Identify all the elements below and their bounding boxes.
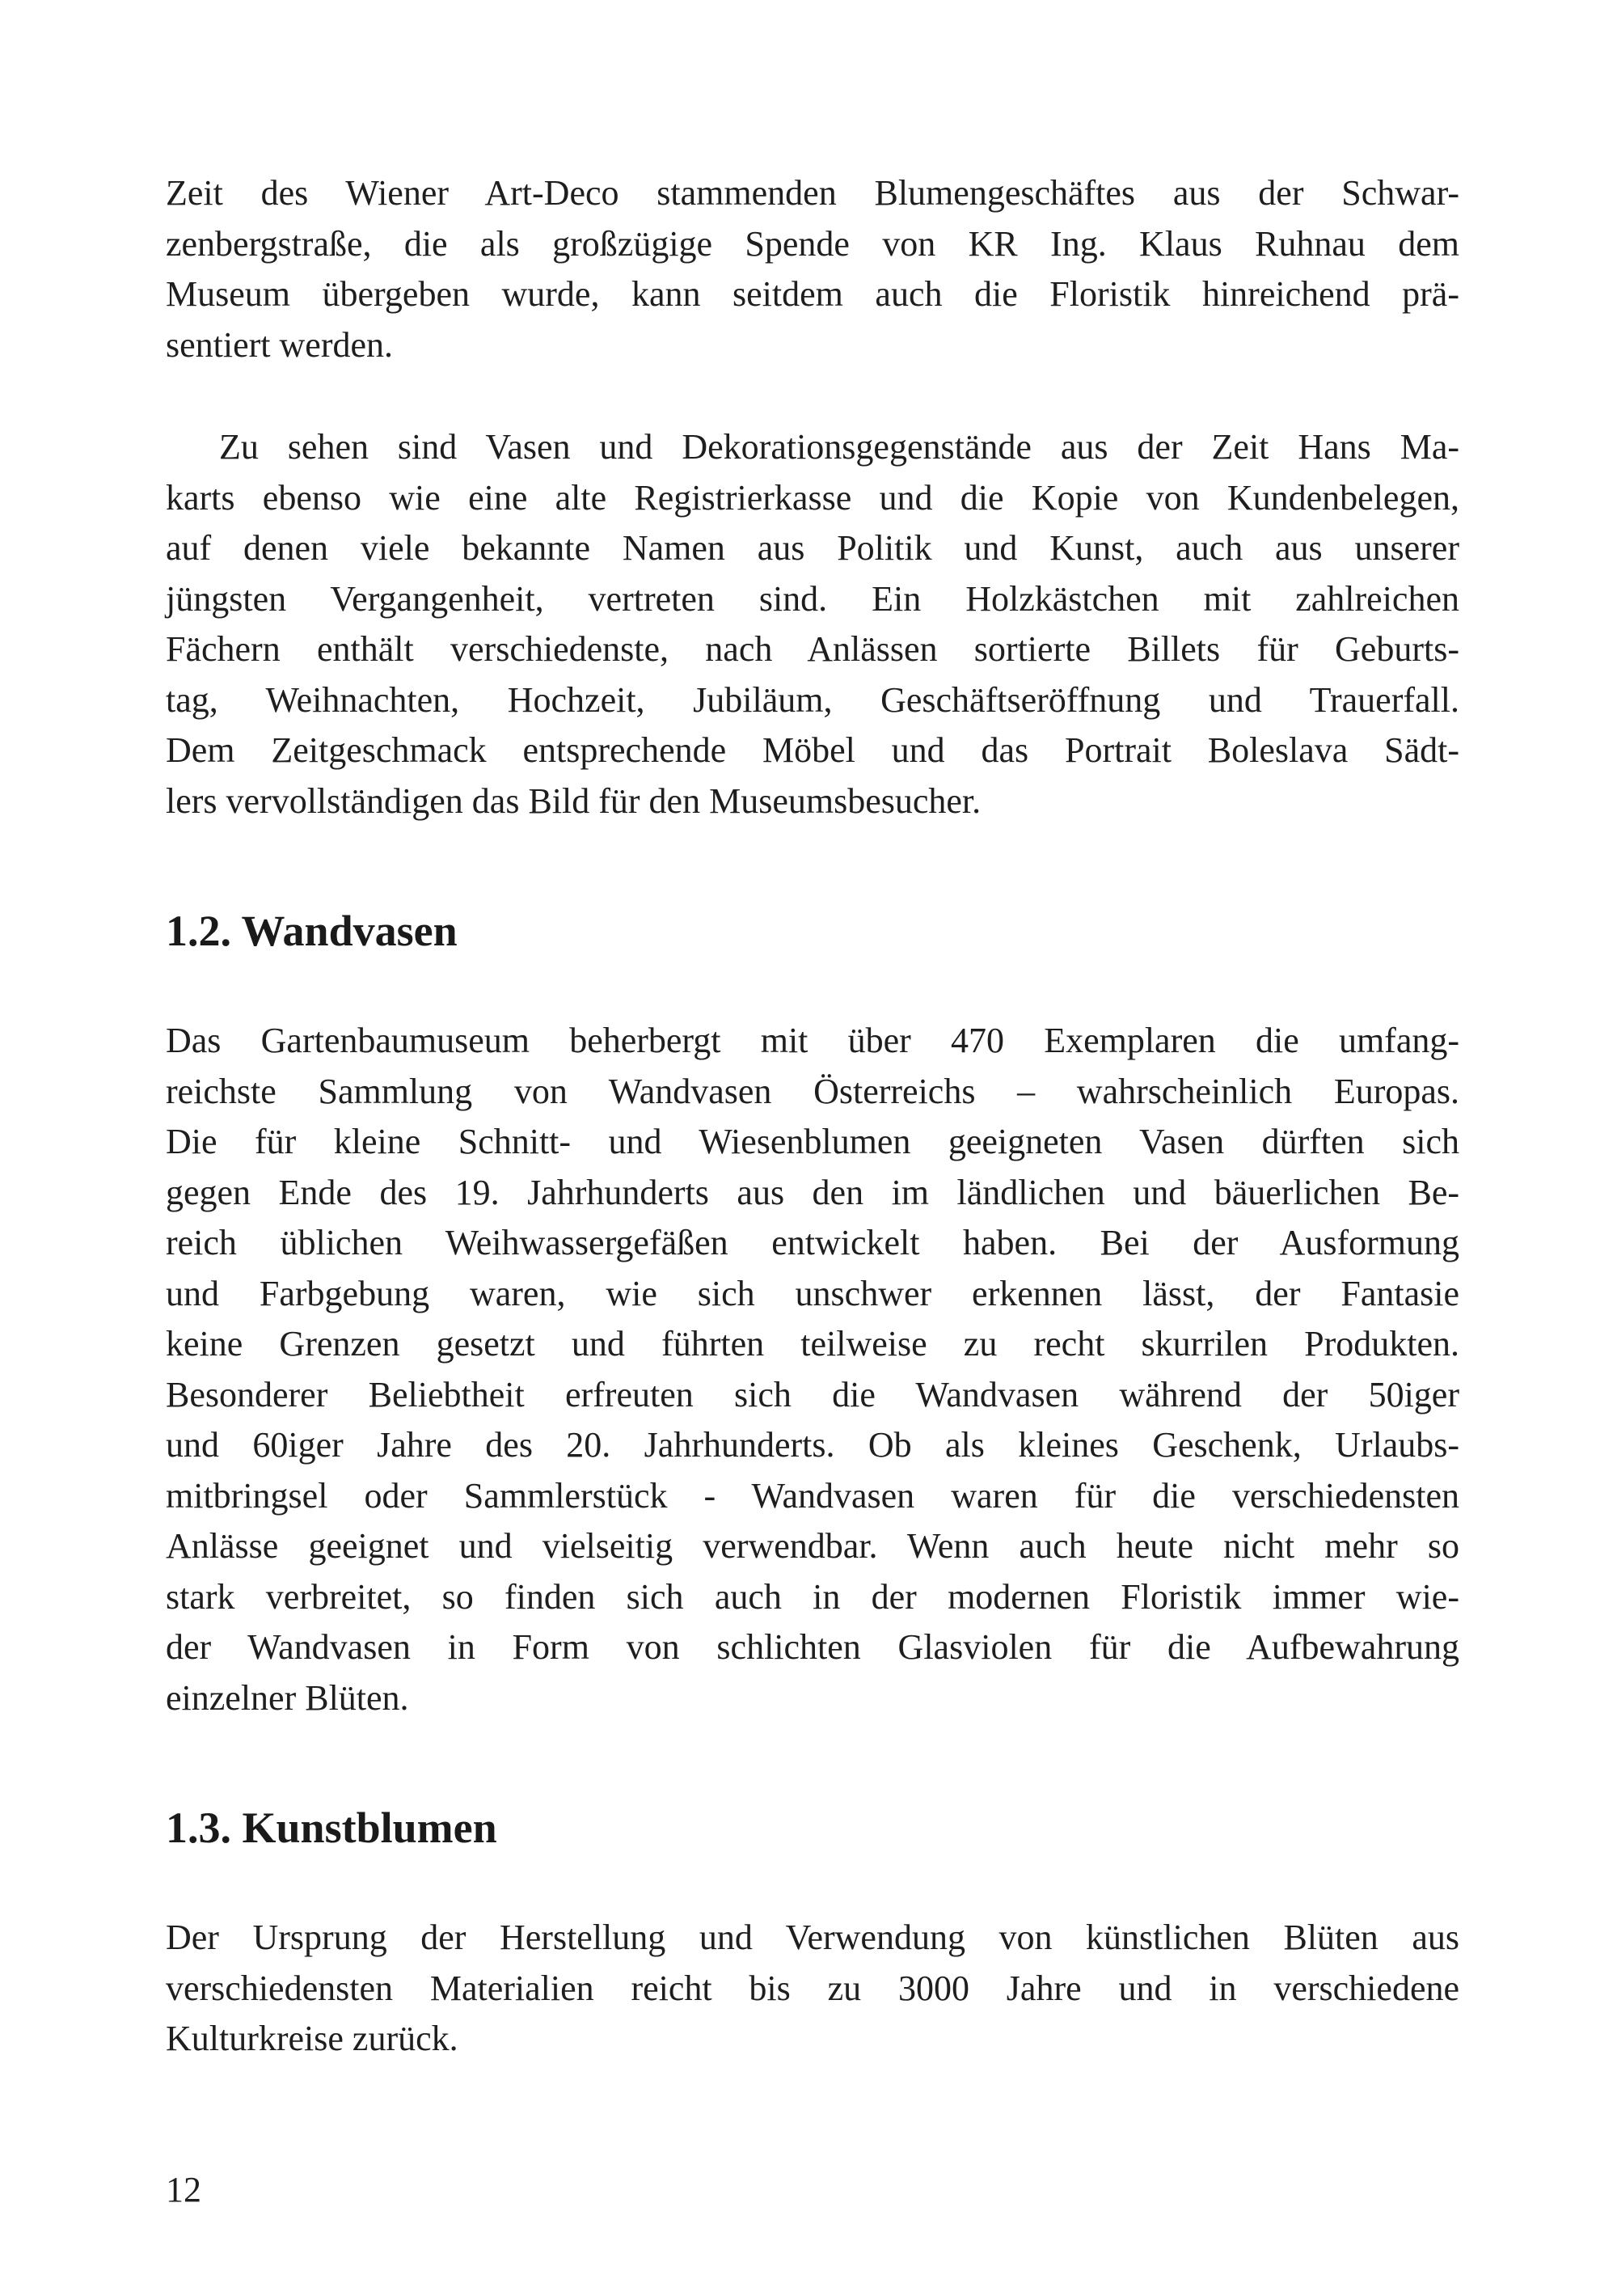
text-line: einzelner Blüten. bbox=[166, 1677, 409, 1718]
text-line: Zu sehen sind Vasen und Dekorationsgegenstände aus der Zeit Hans Ma- bbox=[219, 427, 1459, 467]
text-line: Fächern enthält verschiedenste, nach Anlässen sortierte Billets für Geburts- bbox=[166, 629, 1459, 669]
text-line: der Wandvasen in Form von schlichten Glasviolen für die Aufbewahrung bbox=[166, 1627, 1459, 1667]
section-heading-kunstblumen: 1.3. Kunstblumen bbox=[166, 1803, 497, 1852]
text-line: Anlässe geeignet und vielseitig verwendbar. Wenn auch heute nicht mehr so bbox=[166, 1526, 1459, 1566]
text-line: verschiedensten Materialien reicht bis zu 3000 Jahre und in verschiedene bbox=[166, 1968, 1459, 2008]
page-content bbox=[166, 168, 1459, 2065]
page-number: 12 bbox=[166, 2170, 201, 2209]
text-line: Besonderer Beliebtheit erfreuten sich die Wandvasen während der 50iger bbox=[166, 1374, 1459, 1414]
paragraph-exhibits bbox=[166, 422, 1459, 827]
section-gap bbox=[166, 827, 1459, 906]
text-line: Museum übergeben wurde, kann seitdem auch die Floristik hinreichend prä- bbox=[166, 274, 1459, 314]
text-line: und 60iger Jahre des 20. Jahrhunderts. Ob als kleines Geschenk, Urlaubs- bbox=[166, 1425, 1459, 1465]
paragraph-wandvasen bbox=[166, 1016, 1459, 1723]
text-line: Dem Zeitgeschmack entsprechende Möbel und das Portrait Boleslava Sädt- bbox=[166, 730, 1459, 770]
text-line: keine Grenzen gesetzt und führten teilweise zu recht skurrilen Produkten. bbox=[166, 1324, 1459, 1364]
text-line: und Farbgebung waren, wie sich unschwer erkennen lässt, der Fantasie bbox=[166, 1273, 1459, 1313]
text-line: stark verbreitet, so finden sich auch in der modernen Floristik immer wie- bbox=[166, 1576, 1459, 1617]
section-heading-wandvasen: 1.2. Wandvasen bbox=[166, 907, 458, 955]
text-line: karts ebenso wie eine alte Registrierkasse und die Kopie von Kundenbelegen, bbox=[166, 477, 1459, 518]
paragraph-kunstblumen bbox=[166, 1913, 1459, 2065]
text-line: lers vervollständigen das Bild für den Museumsbesucher. bbox=[166, 780, 982, 821]
text-line: Das Gartenbaumuseum beherbergt mit über 470 Exemplaren die umfang- bbox=[166, 1021, 1459, 1060]
text-line: Kulturkreise zurück. bbox=[166, 2019, 458, 2058]
text-line: auf denen viele bekannte Namen aus Politik und Kunst, auch aus unserer bbox=[166, 528, 1459, 568]
heading-gap bbox=[166, 1853, 1459, 1913]
text-line: Zeit des Wiener Art-Deco stammenden Blumengeschäftes aus der Schwar- bbox=[166, 173, 1459, 213]
text-line: zenbergstraße, die als großzügige Spende von KR Ing. Klaus Ruhnau dem bbox=[166, 223, 1459, 264]
text-line: reichste Sammlung von Wandvasen Österreichs – wahrscheinlich Europas. bbox=[166, 1071, 1459, 1111]
text-line: jüngsten Vergangenheit, vertreten sind. Ein Holzkästchen mit zahlreichen bbox=[166, 578, 1459, 619]
paragraph-continued bbox=[166, 168, 1459, 370]
paragraph-gap bbox=[166, 370, 1459, 422]
text-line: mitbringsel oder Sammlerstück - Wandvasen waren für die verschiedensten bbox=[166, 1475, 1459, 1516]
text-line: Der Ursprung der Herstellung und Verwendung von künstlichen Blüten aus bbox=[166, 1918, 1459, 1957]
heading-gap bbox=[166, 956, 1459, 1016]
text-line: tag, Weihnachten, Hochzeit, Jubiläum, Geschäftseröffnung und Trauerfall. bbox=[166, 679, 1459, 720]
section-gap bbox=[166, 1723, 1459, 1803]
text-line: gegen Ende des 19. Jahrhunderts aus den im ländlichen und bäuerlichen Be- bbox=[166, 1172, 1459, 1212]
text-line: reich üblichen Weihwassergefäßen entwickelt haben. Bei der Ausformung bbox=[166, 1223, 1459, 1262]
text-line: Die für kleine Schnitt- und Wiesenblumen geeigneten Vasen dürften sich bbox=[166, 1122, 1459, 1161]
text-line: sentiert werden. bbox=[166, 324, 393, 365]
